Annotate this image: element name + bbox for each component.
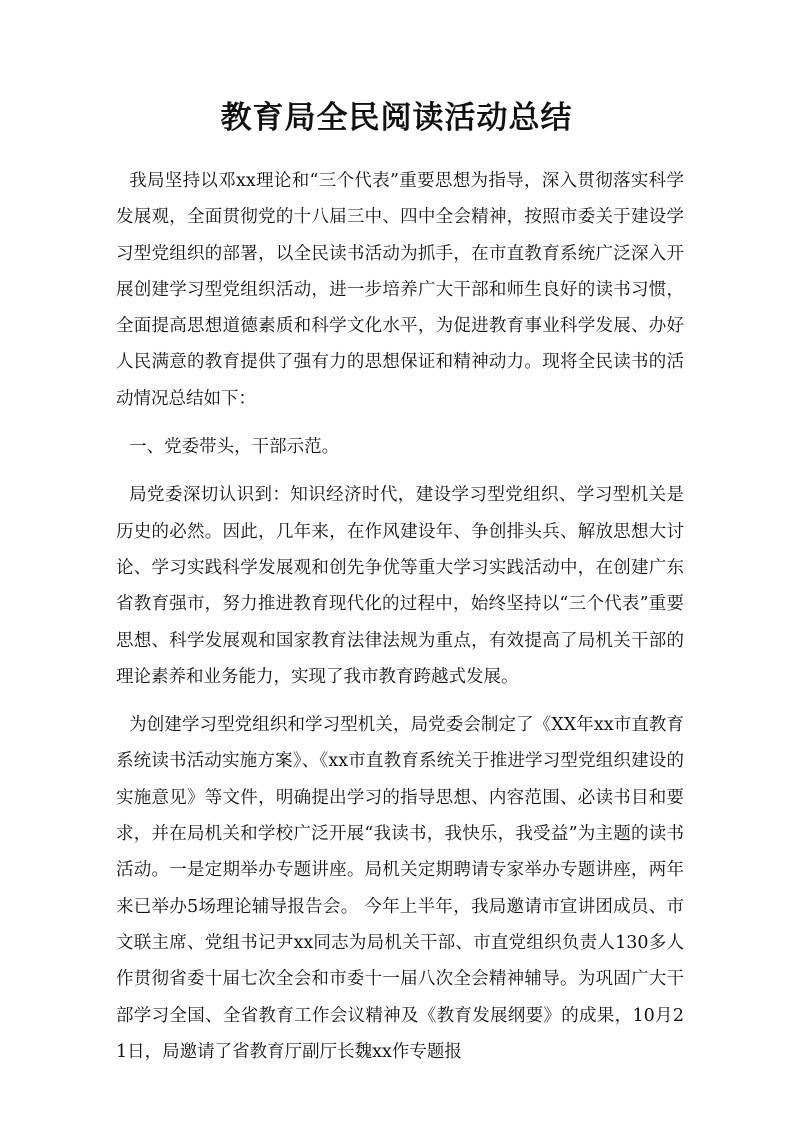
- document-body: [116, 163, 684, 1070]
- paragraph-learning-organization: 为创建学习型党组织和学习型机关，局党委会制定了《XX年xx市直教育系统读书活动实施方案》、《xx市直教育系统关于推进学习型党组织建设的实施意见》等文件，明确提出学习的指导思想、内容范围、必读书目和要求，并在局机关和学校广泛开展“我读书，我快乐，我受益”为主题的读书活动。一是定期举办专题讲座。局机关定期聘请专家举办专题讲座，两年来已举办5场理论辅导报告会。 今年上半年，我局邀请市宣讲团成员、市文联主席、党组书记尹xx同志为局机关干部、市直党组织负责人130多人作贯彻省委十届七次全会和市委十一届八次全会精神辅导。为巩固广大干部学习全国、全省教育工作会议精神及《教育发展纲要》的成果，10月21日，局邀请了省教育厅副厅长魏xx作专题报: [116, 715, 684, 1062]
- paragraph-intro: 我局坚持以邓xx理论和“三个代表”重要思想为指导，深入贯彻落实科学发展观，全面贯彻党的十八届三中、四中全会精神，按照市委关于建设学习型党组织的部署，以全民读书活动为抓手，在市直教育系统广泛深入开展创建学习型党组织活动，进一步培养广大干部和师生良好的读书习惯，全面提高思想道德素质和科学文化水平，为促进教育事业科学发展、办好人民满意的教育提供了强有力的思想保证和精神动力。现将全民读书的活动情况总结如下：: [116, 171, 684, 409]
- paragraph-party-committee: 局党委深切认识到：知识经济时代，建设学习型党组织、学习型机关是历史的必然。因此，几年来，在作风建设年、争创排头兵、解放思想大讨论、学习实践科学发展观和创先争优等重大学习实践活动中，在创建广东省教育强市，努力推进教育现代化的过程中，始终坚持以“三个代表”重要思想、科学发展观和国家教育法律法规为重点，有效提高了局机关干部的理论素养和业务能力，实现了我市教育跨越式发展。: [116, 485, 684, 687]
- document-title: 教育局全民阅读活动总结: [220, 100, 573, 136]
- section-heading-1: 一、党委带头，干部示范。: [129, 437, 340, 458]
